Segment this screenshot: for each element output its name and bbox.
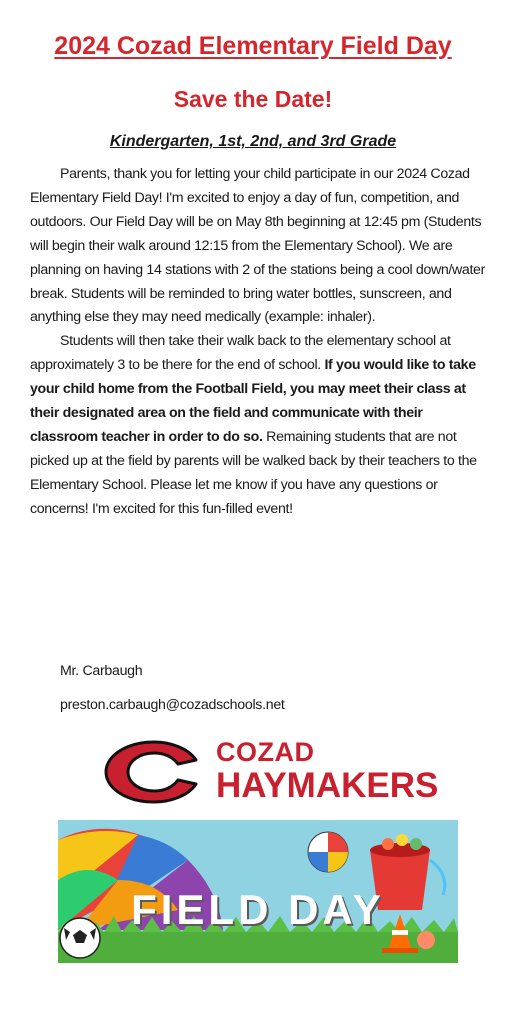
field-day-banner [58, 820, 458, 963]
paragraph-1: Parents, thank you for letting your child participate in our 2024 Cozad Elementary Field Day! I'm excited to enjoy a day of fun, competition, and outdoors. Our Field Day will be on May 8th beginning at 12:45 pm (Students will begin their walk around 12:15 from the Elementary School). We are planning on having 14 stations with 2 of the stations being a cool down/water break. Students will be reminded to bring water bottles, sunscreen, and anything else they may need medically (example: inhaler). [30, 166, 485, 326]
paragraph-2-bold: If you would like to take your child home from the Football Field, you may meet their class at their designated area on the field and communicate with their classroom teacher in order to do so. [30, 357, 476, 445]
signature-email: preston.carbaugh@cozadschools.net [60, 697, 285, 713]
logo-wordmark [216, 739, 438, 803]
signature-name: Mr. Carbaugh [60, 663, 143, 679]
field-day-banner-text: FIELD DAY [131, 886, 385, 933]
paragraph-2 [30, 330, 486, 521]
grades-heading: Kindergarten, 1st, 2nd, and 3rd Grade [109, 133, 397, 150]
save-the-date-heading: Save the Date! [173, 86, 333, 112]
flyer-body [30, 163, 486, 522]
paragraph-2-start: Students will then take their walk back to the elementary school at approximately 3 to be there for the end of school. [30, 333, 451, 374]
logo-line-haymakers: HAYMAKERS [216, 766, 439, 805]
logo-line-cozad: COZAD [216, 737, 315, 767]
beach-ball-icon [308, 832, 348, 872]
flyer-title: 2024 Cozad Elementary Field Day [54, 32, 452, 60]
paragraph-2-end: Remaining students that are not picked up at the field by parents will be walked back by their teachers to the Elementary School. Please let me know if you have any questions or concerns! I'm excited for this fun-filled event! [30, 428, 477, 517]
